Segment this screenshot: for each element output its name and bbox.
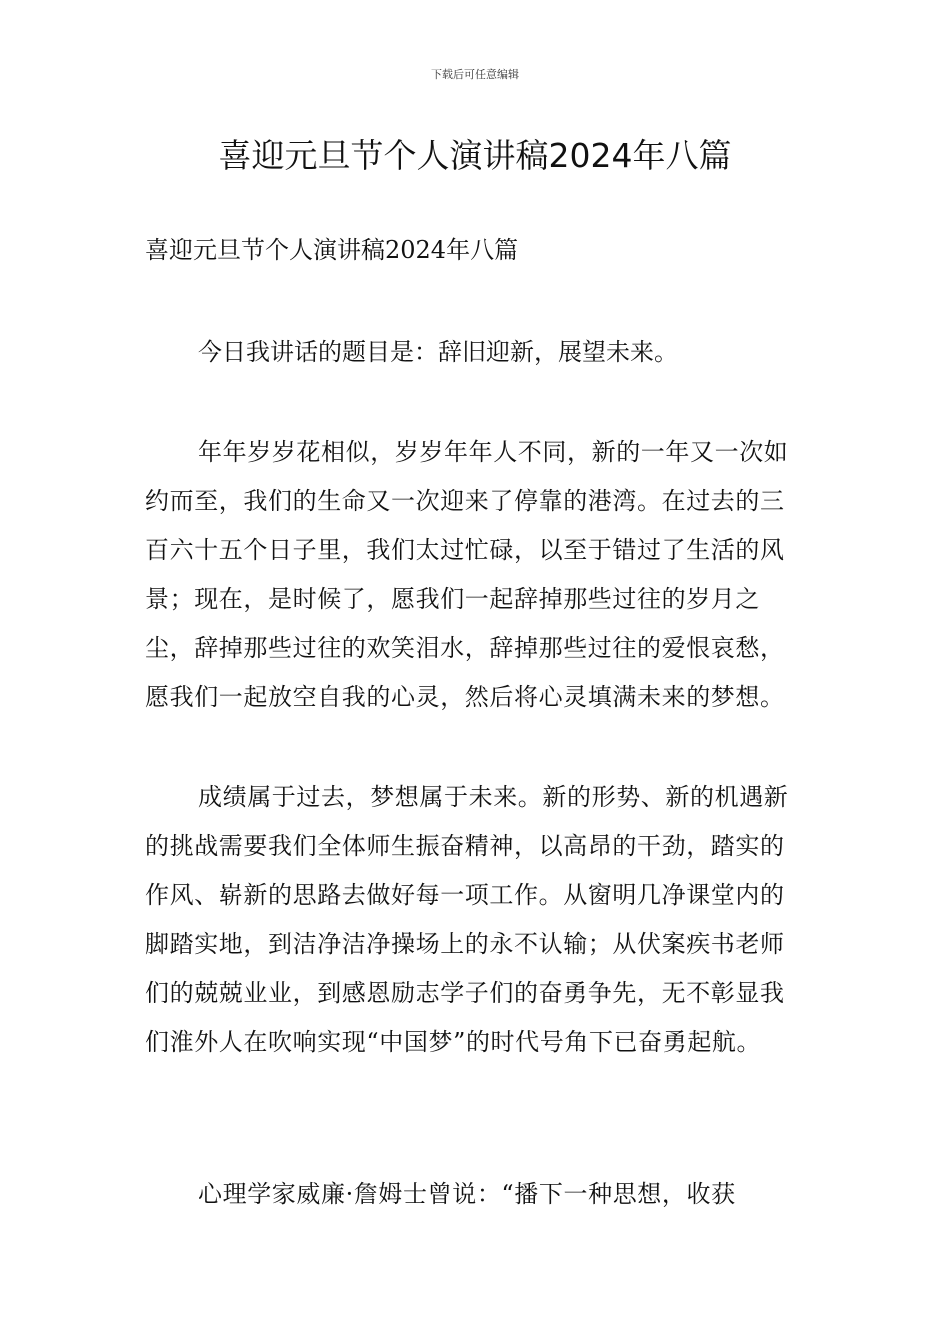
paragraph-4: 心理学家威廉·詹姆士曾说：“播下一种思想，收获 [198,1180,736,1208]
header-note: 下载后可任意编辑 [431,68,519,81]
document-subtitle: 喜迎元旦节个人演讲稿2024年八篇 [145,236,519,264]
paragraph-3: 成绩属于过去，梦想属于未来。新的形势、新的机遇新的挑战需要我们全体师生振奋精神，以高昂的干劲，踏实的作风、崭新的思路去做好每一项工作。从窗明几净课堂内的脚踏实地，到洁净洁净操场上的永不认输；从伏案疾书老师们的兢兢业业，到感恩励志学子们的奋勇争先，无不彰显我们淮外人在吹响实现“中国梦”的时代号角下已奋勇起航。 [145,783,789,1056]
paragraph-1: 今日我讲话的题目是：辞旧迎新，展望未来。 [198,338,678,366]
paragraph-2: 年年岁岁花相似，岁岁年年人不同，新的一年又一次如约而至，我们的生命又一次迎来了停靠的港湾。在过去的三百六十五个日子里，我们太过忙碌，以至于错过了生活的风景；现在，是时候了，愿我们一起辞掉那些过往的岁月之尘，辞掉那些过往的欢笑泪水，辞掉那些过往的爱恨哀愁，愿我们一起放空自我的心灵，然后将心灵填满未来的梦想。 [145,438,789,711]
document-title: 喜迎元旦节个人演讲稿2024年八篇 [218,136,732,175]
